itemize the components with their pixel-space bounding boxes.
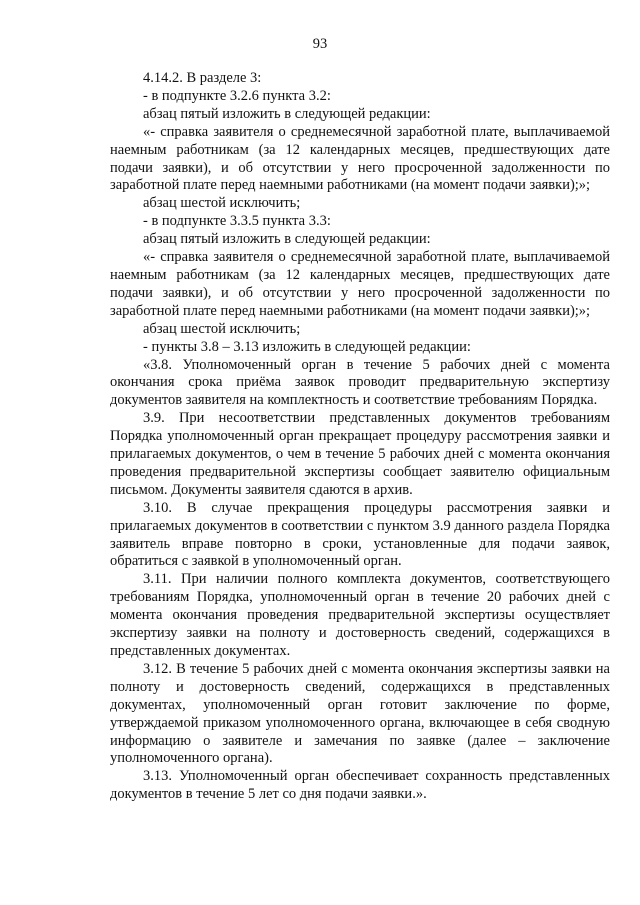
page-number: 93 <box>312 36 328 52</box>
quoted-amendment-text: «- справка заявителя о среднемесячной заработной плате, выплачиваемой наемным работникам (за 12 календарных месяцев, предшествующих дате подачи заявки), и об отсутствии у него просроченной задолженности по заработной плате перед наемными работниками (на момент подачи заявки);»; <box>110 249 610 319</box>
clause-3-12: 3.12. В течение 5 рабочих дней с момента окончания экспертизы заявки на полноту и достоверность сведений, содержащихся в представленных документах, уполномоченный орган готовит заключение по форме, утверждаемой приказом уполномоченного органа, включающее в себя сводную информацию о заявителе и замечания по заявке (далее – заключение уполномоченного органа). <box>110 660 610 767</box>
instruction-paragraph: абзац шестой исключить; <box>143 320 301 337</box>
section-heading: 4.14.2. В разделе 3: <box>143 70 262 86</box>
clause-3-10: 3.10. В случае прекращения процедуры рассмотрения заявки и прилагаемых документов в соответствии с пунктом 3.9 данного раздела Порядка заявитель вправе повторно в сроки, установленные для подачи заявок, обратиться с заявкой в уполномоченный орган. <box>110 499 610 570</box>
clause-3-13: 3.13. Уполномоченный орган обеспечивает сохранность представленных документов в течение 5 лет со дня подачи заявки.». <box>110 768 610 803</box>
subpoint-reference: - в подпункте 3.2.6 пункта 3.2: <box>143 87 331 104</box>
document-body <box>110 70 610 804</box>
instruction-paragraph: абзац шестой исключить; <box>143 195 301 212</box>
subpoint-reference: - пункты 3.8 – 3.13 изложить в следующей редакции: <box>143 338 471 355</box>
clause-3-11: 3.11. При наличии полного комплекта документов, соответствующего требованиям Порядка, уполномоченный орган в течение 20 рабочих дней с момента окончания проведения предварительной экспертизы осуществляет экспертизу заявки на полноту и достоверность сведений, содержащихся в представленных документах. <box>110 571 610 659</box>
clause-3-8: «3.8. Уполномоченный орган в течение 5 рабочих дней с момента окончания срока приёма заявок проводит предварительную экспертизу документов заявителя на комплектность и соответствие требованиям Порядка. <box>110 356 610 409</box>
instruction-paragraph: абзац пятый изложить в следующей редакции: <box>143 105 431 122</box>
instruction-paragraph: абзац пятый изложить в следующей редакции: <box>143 231 431 248</box>
subpoint-reference: - в подпункте 3.3.5 пункта 3.3: <box>143 213 331 230</box>
clause-3-9: 3.9. При несоответствии представленных документов требованиям Порядка уполномоченный орган прекращает процедуру рассмотрения заявки и прилагаемых документов, о чем в течение 5 рабочих дней с момента окончания проведения предварительной экспертизы сообщает заявителю официальным письмом. Документы заявителя сдаются в архив. <box>110 410 610 498</box>
quoted-amendment-text: «- справка заявителя о среднемесячной заработной плате, выплачиваемой наемным работникам (за 12 календарных месяцев, предшествующих дате подачи заявки), и об отсутствии у него просроченной задолженности по заработной плате перед наемными работниками (на момент подачи заявки);»; <box>110 123 610 194</box>
